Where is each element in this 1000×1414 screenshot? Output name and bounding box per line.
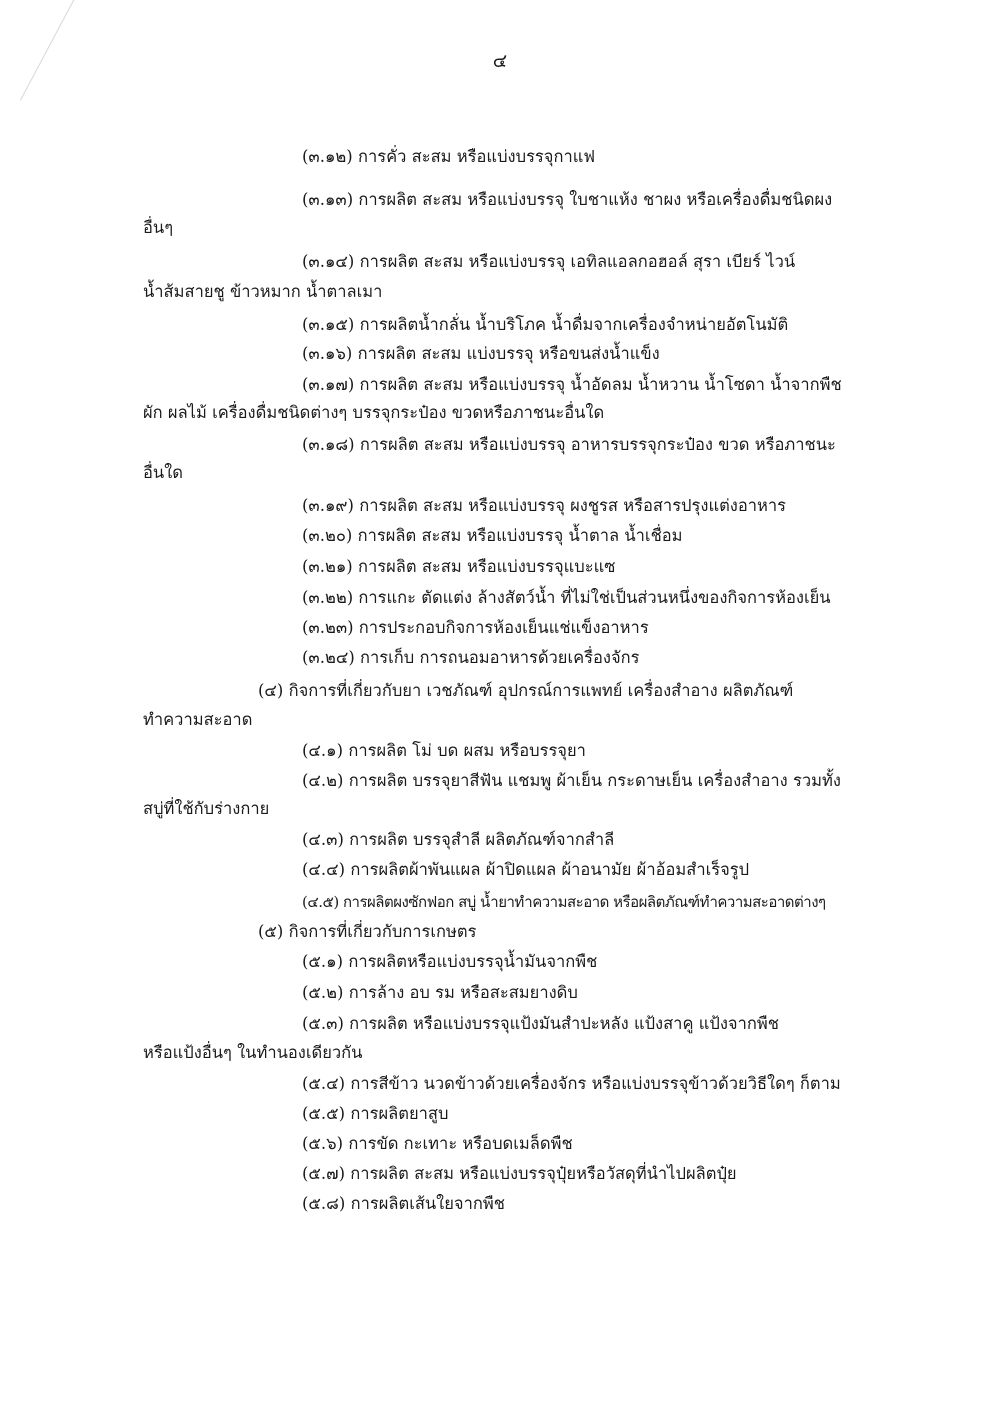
item-3-15: (๓.๑๕) การผลิตน้ำกลั่น น้ำบริโภค น้ำดื่มจากเครื่องจำหน่ายอัตโนมัติ [302,315,789,334]
item-4-2-line1: (๔.๒) การผลิต บรรจุยาสีฟัน แชมพู ผ้าเย็น กระดาษเย็น เครื่องสำอาง รวมทั้ง [302,771,841,790]
section-4-heading-line1: (๔) กิจการที่เกี่ยวกับยา เวชภัณฑ์ อุปกรณ์การแพทย์ เครื่องสำอาง ผลิตภัณฑ์ [258,681,794,700]
item-3-13-line1: (๓.๑๓) การผลิต สะสม หรือแบ่งบรรจุ ใบชาแห้ง ชาผง หรือเครื่องดื่มชนิดผง [302,190,833,209]
item-3-17-line2: ผัก ผลไม้ เครื่องดื่มชนิดต่างๆ บรรจุกระป๋อง ขวดหรือภาชนะอื่นใด [143,403,605,422]
item-3-23: (๓.๒๓) การประกอบกิจการห้องเย็นแช่แข็งอาหาร [302,618,649,637]
item-3-14-line1: (๓.๑๔) การผลิต สะสม หรือแบ่งบรรจุ เอทิลแอลกอฮอล์ สุรา เบียร์ ไวน์ [302,252,796,271]
item-5-7: (๕.๗) การผลิต สะสม หรือแบ่งบรรจุปุ๋ยหรือวัสดุที่นำไปผลิตปุ๋ย [302,1164,737,1183]
item-3-17-line1: (๓.๑๗) การผลิต สะสม หรือแบ่งบรรจุ น้ำอัดลม น้ำหวาน น้ำโซดา น้ำจากพืช [302,375,842,394]
item-5-6: (๕.๖) การขัด กะเทาะ หรือบดเมล็ดพืช [302,1134,573,1153]
item-3-19: (๓.๑๙) การผลิต สะสม หรือแบ่งบรรจุ ผงชูรส หรือสารปรุงแต่งอาหาร [302,496,787,515]
item-4-5: (๔.๕) การผลิตผงซักฟอก สบู่ น้ำยาทำความสะอาด หรือผลิตภัณฑ์ทำความสะอาดต่างๆ [302,893,826,911]
item-5-3-line1: (๕.๓) การผลิต หรือแบ่งบรรจุแป้งมันสำปะหลัง แป้งสาคู แป้งจากพืช [302,1014,779,1033]
item-3-18-line1: (๓.๑๘) การผลิต สะสม หรือแบ่งบรรจุ อาหารบรรจุกระป๋อง ขวด หรือภาชนะ [302,435,836,454]
item-5-8: (๕.๘) การผลิตเส้นใยจากพืช [302,1194,505,1213]
item-3-20: (๓.๒๐) การผลิต สะสม หรือแบ่งบรรจุ น้ำตาล น้ำเชื่อม [302,526,683,545]
item-3-16: (๓.๑๖) การผลิต สะสม แบ่งบรรจุ หรือขนส่งน้ำแข็ง [302,344,660,363]
item-3-12: (๓.๑๒) การคั่ว สะสม หรือแบ่งบรรจุกาแฟ [302,147,596,166]
item-5-1: (๕.๑) การผลิตหรือแบ่งบรรจุน้ำมันจากพืช [302,952,598,971]
page-number: ๔ [492,50,508,72]
item-3-13-line2: อื่นๆ [143,218,174,237]
item-4-2-line2: สบู่ที่ใช้กับร่างกาย [143,799,270,818]
item-4-1: (๔.๑) การผลิต โม่ บด ผสม หรือบรรจุยา [302,741,586,760]
item-5-2: (๕.๒) การล้าง อบ รม หรือสะสมยางดิบ [302,983,578,1002]
item-3-21: (๓.๒๑) การผลิต สะสม หรือแบ่งบรรจุแบะแซ [302,557,616,576]
item-5-4: (๕.๔) การสีข้าว นวดข้าวด้วยเครื่องจักร หรือแบ่งบรรจุข้าวด้วยวิธีใดๆ ก็ตาม [302,1074,841,1093]
item-3-24: (๓.๒๔) การเก็บ การถนอมอาหารด้วยเครื่องจักร [302,648,640,667]
item-3-22: (๓.๒๒) การแกะ ตัดแต่ง ล้างสัตว์น้ำ ที่ไม่ใช่เป็นส่วนหนึ่งของกิจการห้องเย็น [302,588,831,607]
item-4-3: (๔.๓) การผลิต บรรจุสำลี ผลิตภัณฑ์จากสำลี [302,830,615,849]
section-4-heading-line2: ทำความสะอาด [143,710,253,729]
item-4-4: (๔.๔) การผลิตผ้าพันแผล ผ้าปิดแผล ผ้าอนามัย ผ้าอ้อมสำเร็จรูป [302,860,750,879]
item-3-14-line2: น้ำส้มสายชู ข้าวหมาก น้ำตาลเมา [143,282,383,301]
item-5-5: (๕.๕) การผลิตยาสูบ [302,1104,449,1123]
item-3-18-line2: อื่นใด [143,463,183,482]
section-5-heading: (๕) กิจการที่เกี่ยวกับการเกษตร [258,922,477,941]
item-5-3-line2: หรือแป้งอื่นๆ ในทำนองเดียวกัน [143,1043,363,1062]
